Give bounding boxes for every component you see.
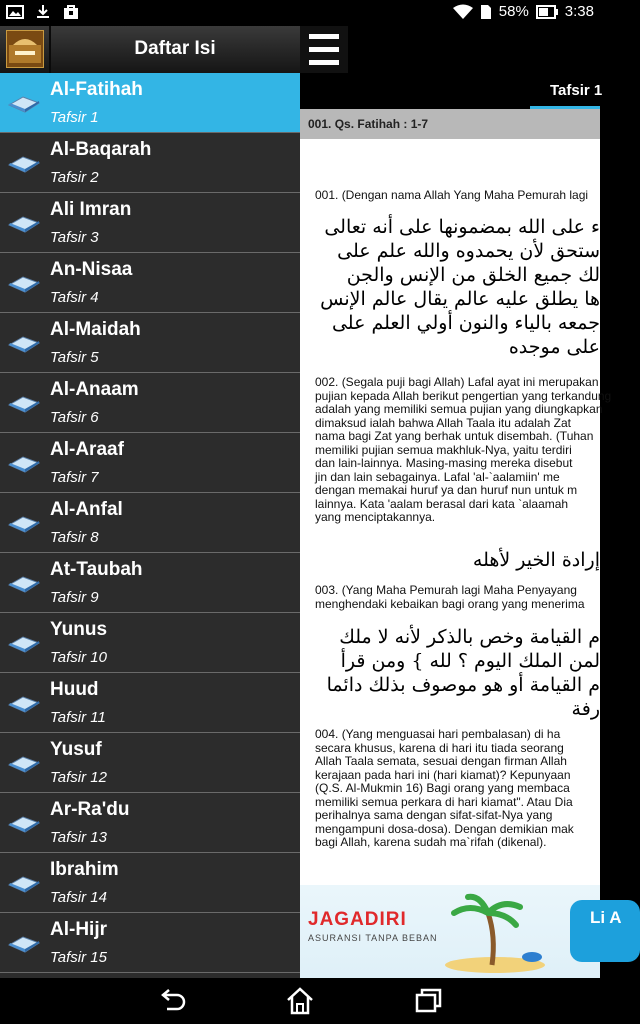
back-button[interactable] bbox=[155, 985, 189, 1017]
book-icon bbox=[7, 813, 41, 833]
chapter-name: Al-Fatihah bbox=[50, 79, 143, 100]
chapter-subtitle: Tafsir 9 bbox=[50, 589, 99, 606]
arabic-block-3: م القيامة وخص بالذكر لأنه لا ملك لمن الملك اليوم ؟ لله } ومن قرأ م القيامة أو هو موصوف بذلك دائما رفة bbox=[326, 626, 600, 720]
chapter-subtitle: Tafsir 14 bbox=[50, 889, 107, 906]
download-icon bbox=[34, 4, 52, 20]
chapter-subtitle: Tafsir 7 bbox=[50, 469, 99, 486]
battery-icon bbox=[536, 5, 558, 19]
chapter-item[interactable] bbox=[0, 73, 300, 133]
book-icon bbox=[7, 453, 41, 473]
chapter-subtitle: Tafsir 15 bbox=[50, 949, 107, 966]
chapter-item[interactable] bbox=[0, 853, 300, 913]
paragraph-003: 003. (Yang Maha Pemurah lagi Maha Penyayang menghendaki kebaikan bagi orang yang menerima bbox=[315, 583, 585, 611]
battery-percent: 58% bbox=[498, 3, 529, 20]
chapter-name: Al-Maidah bbox=[50, 319, 141, 340]
chapter-name: Ar-Ra'du bbox=[50, 799, 130, 820]
chapter-subtitle: Tafsir 6 bbox=[50, 409, 99, 426]
chapter-subtitle: Tafsir 11 bbox=[50, 709, 106, 726]
app-logo-icon[interactable] bbox=[6, 30, 44, 68]
image-notification-icon bbox=[6, 4, 24, 20]
book-icon bbox=[7, 153, 41, 173]
back-icon bbox=[155, 985, 189, 1017]
home-icon bbox=[283, 985, 317, 1017]
chapter-subtitle: Tafsir 4 bbox=[50, 289, 99, 306]
chapter-name: Al-Hijr bbox=[50, 919, 107, 940]
chapter-item[interactable] bbox=[0, 673, 300, 733]
chapter-name: Al-Anaam bbox=[50, 379, 139, 400]
chapter-item[interactable] bbox=[0, 133, 300, 193]
book-icon bbox=[7, 273, 41, 293]
book-icon bbox=[7, 333, 41, 353]
chapter-subtitle: Tafsir 10 bbox=[50, 649, 107, 666]
book-icon bbox=[7, 213, 41, 233]
chapter-subtitle: Tafsir 2 bbox=[50, 169, 99, 186]
tab-bar bbox=[300, 73, 603, 109]
book-icon bbox=[7, 393, 41, 413]
chapter-item[interactable] bbox=[0, 733, 300, 793]
book-icon bbox=[7, 753, 41, 773]
chapter-subtitle: Tafsir 3 bbox=[50, 229, 99, 246]
arabic-block-1: ء على الله بمضمونها على أنه تعالى ستحق لأن يحمدوه والله علم على لك جميع الخلق من الإنس والجن ها يطلق عليه عالم يقال عالم الإنس جمعه بالياء والنون أولي العلم على على موجده bbox=[320, 216, 600, 358]
recents-button[interactable] bbox=[411, 985, 445, 1017]
paragraph-004: 004. (Yang menguasai hari pembalasan) di ha secara khusus, karena di hari itu tiada seorang Allah Taala semata, sesuai dengan firman Allah kerajaan pada hari ini (hari kiamat)? Kepunyaan (Q.S. Al-Mukmin 16) Bagi orang yang membaca memiliki semua perkara di hari kiamat". Atau Dia perihalnya sama dengan sifat-sifat-Nya yang mengampuni dosa-dosa). Dengan demikian mak bagi Allah, karena sudah ma`rifah (dikenal). bbox=[315, 727, 574, 849]
sim-icon bbox=[480, 4, 492, 20]
tab-tafsir-1[interactable]: Tafsir 1 bbox=[550, 82, 603, 99]
drawer-title: Daftar Isi bbox=[134, 38, 216, 59]
clock: 3:38 bbox=[564, 3, 594, 20]
chapter-name: Yusuf bbox=[50, 739, 102, 760]
chapter-name: Yunus bbox=[50, 619, 108, 640]
chapter-subtitle: Tafsir 1 bbox=[50, 109, 99, 126]
ad-cta-button[interactable]: Li A bbox=[570, 900, 640, 962]
ad-brand: JAGADIRI bbox=[308, 909, 407, 930]
navigation-drawer bbox=[0, 26, 300, 978]
verse-reference: 001. Qs. Fatihah : 1-7 bbox=[308, 117, 429, 131]
ad-banner[interactable] bbox=[300, 885, 622, 978]
verse-reference-bar bbox=[300, 109, 600, 139]
island-illustration bbox=[440, 891, 560, 975]
chapter-name: Al-Anfal bbox=[50, 499, 123, 520]
drawer-header bbox=[0, 26, 300, 73]
system-nav-bar bbox=[0, 978, 600, 1024]
hamburger-bar bbox=[309, 34, 339, 39]
book-icon bbox=[7, 513, 41, 533]
chapter-subtitle: Tafsir 13 bbox=[50, 829, 107, 846]
paragraph-002: 002. (Segala puji bagi Allah) Lafal ayat ini merupakan pujian kepada Allah berikut pengertian yang terkandung adalah yang memiliki semua pujian yang diungkapkan dimaksud ialah bahwa Allah Taala itu adalah Zat nama bagi Zat yang berhak untuk disembah. (Tuhan memiliki pujian semua makhluk-Nya, yaitu terdiri dan lain-lainnya. Masing-masing mereka disebut jin dan lain sebagainya. Lafal 'al-`aalamiin' me dengan memakai huruf ya dan huruf nun untuk m lainnya. Kata 'aalam berasal dari kata `alaamah yang menciptakannya. bbox=[315, 375, 612, 524]
chapter-name: Al-Baqarah bbox=[50, 139, 152, 160]
ad-tagline: ASURANSI TANPA BEBAN bbox=[308, 933, 438, 943]
chapter-item[interactable] bbox=[0, 913, 300, 973]
chapter-name: An-Nisaa bbox=[50, 259, 133, 280]
shop-bag-icon bbox=[62, 4, 80, 20]
chapter-item[interactable] bbox=[0, 313, 300, 373]
tafsir-text[interactable] bbox=[300, 139, 612, 878]
book-icon bbox=[7, 633, 41, 653]
book-icon bbox=[7, 873, 41, 893]
arabic-block-2: إرادة الخير لأهله bbox=[472, 549, 600, 571]
home-button[interactable] bbox=[283, 985, 317, 1017]
book-icon bbox=[7, 693, 41, 713]
hamburger-bar bbox=[309, 60, 339, 65]
chapter-name: Ibrahim bbox=[50, 859, 119, 880]
chapter-subtitle: Tafsir 8 bbox=[50, 529, 99, 546]
chapter-item[interactable] bbox=[0, 493, 300, 553]
status-bar bbox=[0, 0, 600, 26]
hamburger-bar bbox=[309, 47, 339, 52]
menu-toggle-button[interactable] bbox=[300, 26, 348, 73]
chapter-subtitle: Tafsir 5 bbox=[50, 349, 99, 366]
book-icon bbox=[7, 93, 41, 113]
wifi-icon bbox=[453, 4, 473, 20]
chapter-list bbox=[0, 73, 300, 973]
recents-icon bbox=[411, 985, 445, 1017]
chapter-name: At-Taubah bbox=[50, 559, 143, 580]
chapter-item[interactable] bbox=[0, 613, 300, 673]
chapter-subtitle: Tafsir 12 bbox=[50, 769, 107, 786]
chapter-item[interactable] bbox=[0, 373, 300, 433]
chapter-name: Huud bbox=[50, 679, 99, 700]
paragraph-001: 001. (Dengan nama Allah Yang Maha Pemurah lagi bbox=[315, 188, 589, 202]
book-icon bbox=[7, 573, 41, 593]
chapter-item[interactable] bbox=[0, 433, 300, 493]
chapter-item[interactable] bbox=[0, 793, 300, 853]
book-icon bbox=[7, 933, 41, 953]
chapter-item[interactable] bbox=[0, 553, 300, 613]
chapter-item[interactable] bbox=[0, 253, 300, 313]
chapter-item[interactable] bbox=[0, 193, 300, 253]
chapter-name: Ali Imran bbox=[50, 199, 132, 220]
chapter-name: Al-Araaf bbox=[50, 439, 124, 460]
